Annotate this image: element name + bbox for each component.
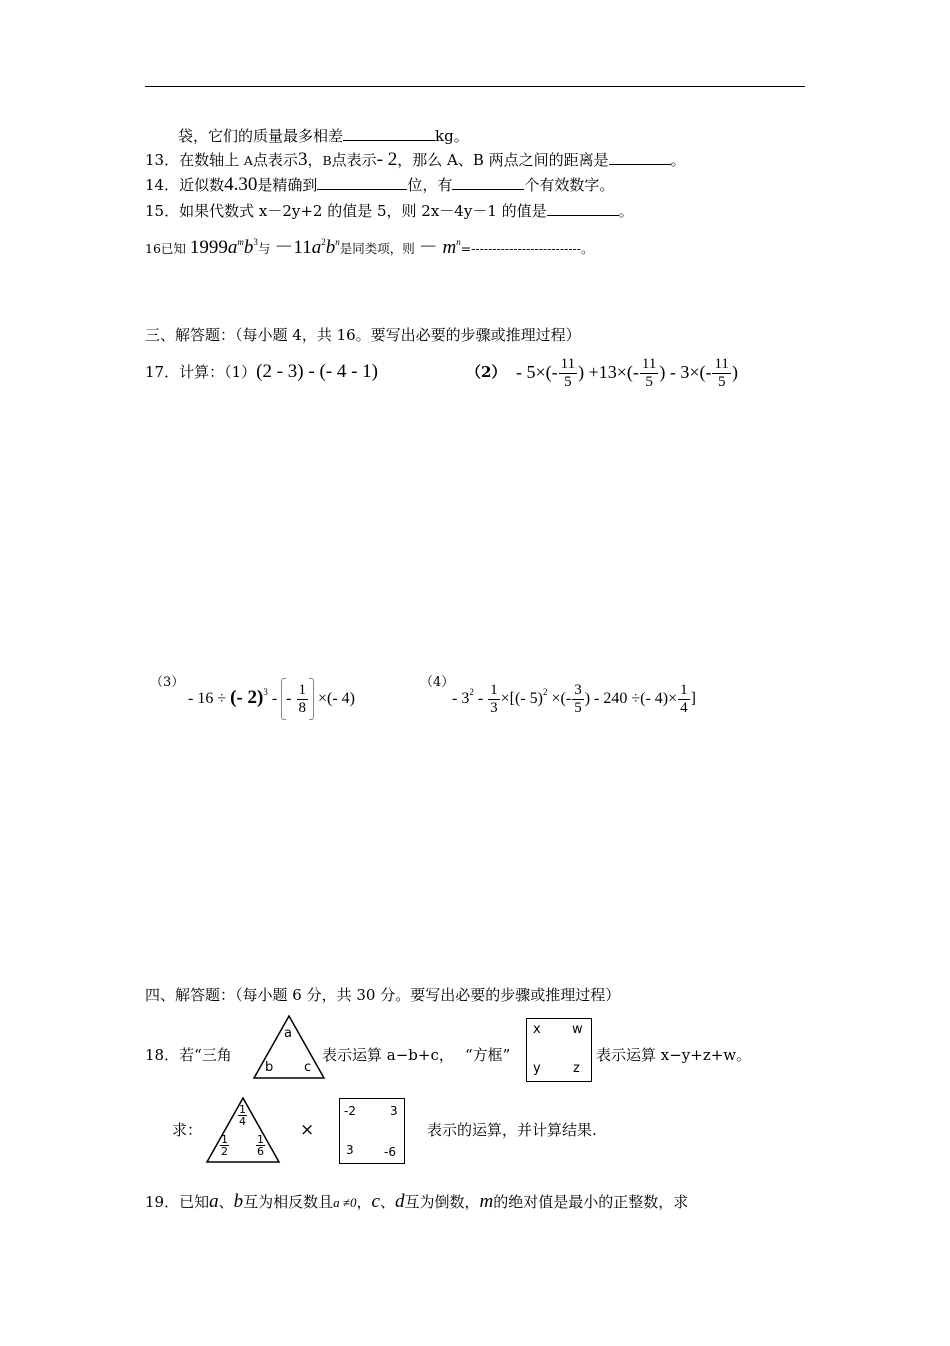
tri-bottom-right-fraction: 1 6 xyxy=(257,1133,264,1158)
expr3: － $m^n$ xyxy=(418,237,461,258)
q18-box-label: “方框” xyxy=(465,1046,511,1064)
q18-ask: 求： xyxy=(172,1121,203,1139)
box-problem-figure: -2 3 3 -6 xyxy=(339,1098,405,1164)
question-15: 15．如果代数式 x－2y+2 的值是 5，则 2x－4y－1 的值是 。 xyxy=(145,202,634,220)
q18-task: 表示的运算，并计算结果. xyxy=(427,1121,597,1139)
top-rule xyxy=(145,86,805,87)
expr2: $-11a^2b^n$ xyxy=(274,237,340,258)
tri-bottom-left-fraction: 1 2 xyxy=(221,1133,228,1158)
q18-box-rule: 表示运算 x−y+z+w。 xyxy=(596,1046,752,1064)
box-operator-figure: x w y z xyxy=(526,1018,592,1082)
q17-part3-label: （3） xyxy=(150,675,185,690)
answer-blank[interactable] xyxy=(317,175,407,190)
q17-part2-label: （2） xyxy=(466,363,507,381)
question-14: 14．近似数4.30是精确到 位，有 个有效数字。 xyxy=(145,174,615,195)
q17-part3-expr: - 16 ÷ (- 2)$^3$ - - $\frac{1}{8}$ ×(- 4) xyxy=(188,670,355,721)
q12-continuation: 袋，它们的质量最多相差 kg。 xyxy=(178,127,469,145)
section-3-title: 三、解答题：（每小题 4，共 16。要写出必要的步骤或推理过程） xyxy=(145,326,581,344)
q17-part4-label: （4） xyxy=(420,675,455,690)
times-sign: × xyxy=(300,1120,315,1140)
question-13: 13．在数轴上 A点表示3，B点表示- 2，那么 A、B 两点之间的距离是 。 xyxy=(145,149,686,170)
q17-part4-expr: - $3^2$ - $\frac{1}{3}$ ×[(- 5)$^2$ ×(- $\frac{3}{5}$ ) - 240 ÷(- 4)× $\frac{1}{4}$ ] xyxy=(452,681,696,716)
tri-top-fraction: 1 4 xyxy=(239,1103,246,1128)
answer-blank[interactable] xyxy=(343,126,435,141)
question-18-intro: 18．若“三角 xyxy=(145,1046,232,1064)
triangle-operator-figure: a b c xyxy=(252,1014,326,1080)
answer-blank[interactable] xyxy=(452,175,524,190)
q17-part2-expr: - 5×(- $\frac{11}{5}$ ) +13×(- $\frac{11}{5}$ ) - 3×(- $\frac{11}{5}$ ) xyxy=(516,356,738,391)
question-19: 19．已知a、b互为相反数且a ≠0，c、d互为倒数，m的绝对值是最小的正整数，求 xyxy=(145,1191,689,1212)
question-16: 16已知 $1999a^mb^3$与 $-11a^2b^n$是同类项，则 － $m^n=--------------------------$。 xyxy=(145,237,594,258)
question-17-label: 17．计算：（1）(2 - 3) - (- 4 - 1) xyxy=(145,361,379,382)
section-4-title: 四、解答题：（每小题 6 分，共 30 分。要写出必要的步骤或推理过程） xyxy=(145,986,621,1004)
answer-blank[interactable] xyxy=(609,150,671,165)
triangle-problem-figure xyxy=(205,1096,281,1164)
answer-blank[interactable] xyxy=(547,201,619,216)
expr1: $1999a^mb^3$ xyxy=(189,237,258,258)
q18-triangle-rule: 表示运算 a−b+c， xyxy=(322,1046,454,1064)
